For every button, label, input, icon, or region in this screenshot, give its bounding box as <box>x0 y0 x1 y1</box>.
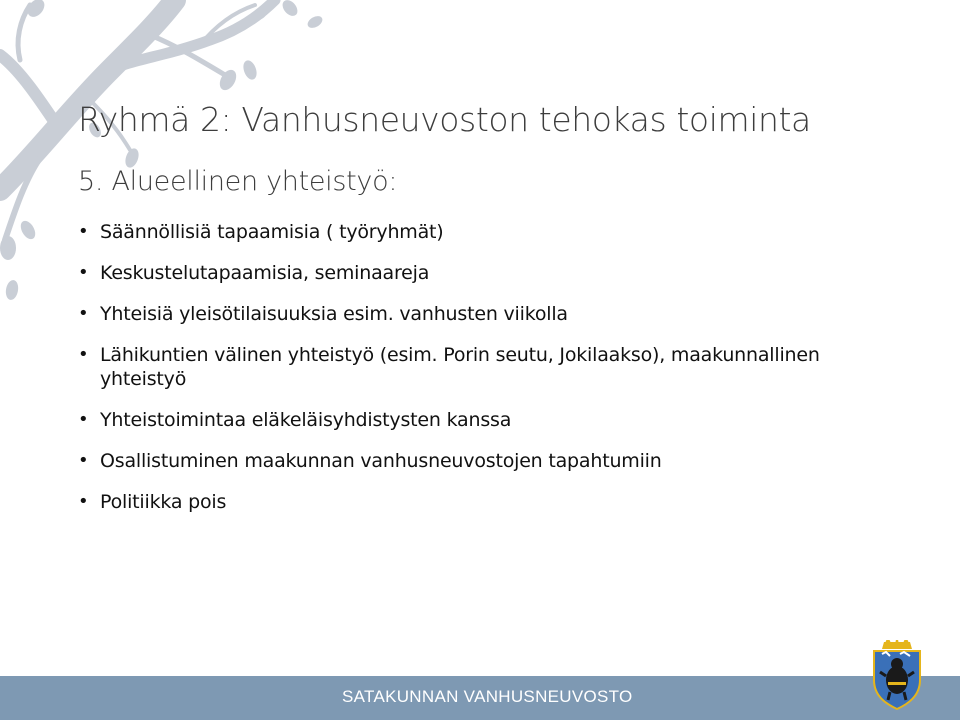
bullet-list <box>78 220 878 531</box>
list-item: • Keskustelutapaamisia, seminaareja <box>78 261 878 285</box>
footer-organization-name: SATAKUNNAN VANHUSNEUVOSTO <box>342 687 633 706</box>
list-item: • Yhteistoimintaa eläkeläisyhdistysten kanssa <box>78 408 878 432</box>
section-subtitle: 5. Alueellinen yhteistyö: <box>78 166 398 197</box>
slide-title: Ryhmä 2: Vanhusneuvoston tehokas toiminta <box>78 100 811 139</box>
list-item: • Osallistuminen maakunnan vanhusneuvostojen tapahtumiin <box>78 449 878 473</box>
list-item: • Yhteisiä yleisötilaisuuksia esim. vanhusten viikolla <box>78 302 878 326</box>
list-item: • Lähikuntien välinen yhteistyö (esim. Porin seutu, Jokilaakso), maakunnallinen yhteistyö <box>78 343 878 391</box>
list-item: • Politiikka pois <box>78 490 878 514</box>
satakunta-coat-of-arms-icon <box>870 640 924 710</box>
list-item: • Säännöllisiä tapaamisia ( työryhmät) <box>78 220 878 244</box>
